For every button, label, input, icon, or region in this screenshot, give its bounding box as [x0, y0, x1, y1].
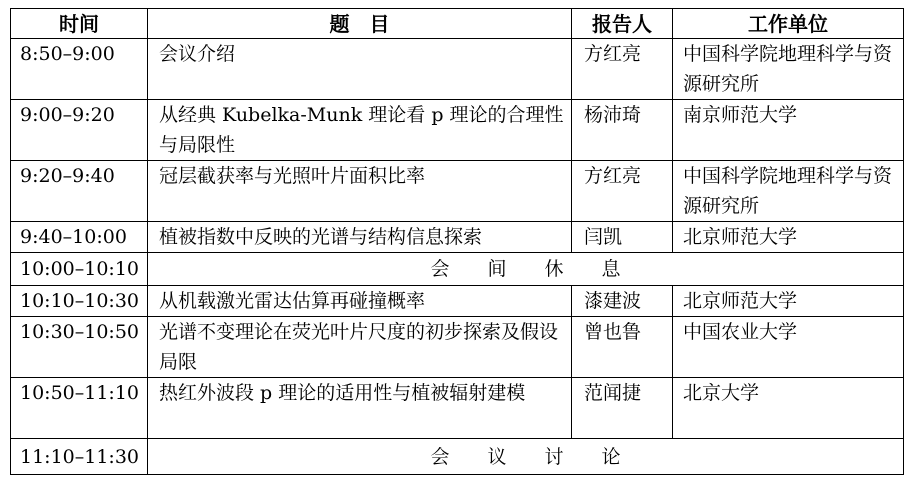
- table-row: [11, 286, 904, 317]
- time-cell: 10:50–11:10: [11, 378, 148, 439]
- table-row: [11, 378, 904, 439]
- speaker-cell: 方红亮: [572, 161, 673, 222]
- header-time: 时间: [11, 9, 148, 39]
- break-cell: 会 间 休 息: [148, 253, 904, 286]
- unit-cell: 北京师范大学: [673, 222, 904, 253]
- header-unit: 工作单位: [673, 9, 904, 39]
- time-cell: 8:50–9:00: [11, 39, 148, 100]
- unit-cell: 南京师范大学: [673, 100, 904, 161]
- table-row: [11, 100, 904, 161]
- header-speaker: 报告人: [572, 9, 673, 39]
- break-row: [11, 439, 904, 475]
- table-row: [11, 161, 904, 222]
- title-cell: 冠层截获率与光照叶片面积比率: [148, 161, 572, 222]
- speaker-cell: 闫凯: [572, 222, 673, 253]
- time-cell: 11:10–11:30: [11, 439, 148, 475]
- unit-cell: 北京大学: [673, 378, 904, 439]
- speaker-cell: 漆建波: [572, 286, 673, 317]
- unit-cell: 中国科学院地理科学与资源研究所: [673, 161, 904, 222]
- time-cell: 10:10–10:30: [11, 286, 148, 317]
- header-title: 题 目: [148, 9, 572, 39]
- break-cell: 会 议 讨 论: [148, 439, 904, 475]
- title-cell: 从经典 Kubelka-Munk 理论看 p 理论的合理性与局限性: [148, 100, 572, 161]
- title-cell: 光谱不变理论在荧光叶片尺度的初步探索及假设局限: [148, 317, 572, 378]
- table-row: [11, 317, 904, 378]
- time-cell: 10:00–10:10: [11, 253, 148, 286]
- schedule-table: [10, 8, 904, 475]
- break-row: [11, 253, 904, 286]
- title-cell: 会议介绍: [148, 39, 572, 100]
- title-cell: 从机载激光雷达估算再碰撞概率: [148, 286, 572, 317]
- unit-cell: 中国农业大学: [673, 317, 904, 378]
- speaker-cell: 范闻捷: [572, 378, 673, 439]
- speaker-cell: 杨沛琦: [572, 100, 673, 161]
- speaker-cell: 方红亮: [572, 39, 673, 100]
- speaker-cell: 曾也鲁: [572, 317, 673, 378]
- table-row: [11, 222, 904, 253]
- time-cell: 9:40–10:00: [11, 222, 148, 253]
- time-cell: 9:00–9:20: [11, 100, 148, 161]
- unit-cell: 中国科学院地理科学与资源研究所: [673, 39, 904, 100]
- table-row: [11, 39, 904, 100]
- title-cell: 植被指数中反映的光谱与结构信息探索: [148, 222, 572, 253]
- time-cell: 10:30–10:50: [11, 317, 148, 378]
- unit-cell: 北京师范大学: [673, 286, 904, 317]
- header-row: [11, 9, 904, 39]
- title-cell: 热红外波段 p 理论的适用性与植被辐射建模: [148, 378, 572, 439]
- time-cell: 9:20–9:40: [11, 161, 148, 222]
